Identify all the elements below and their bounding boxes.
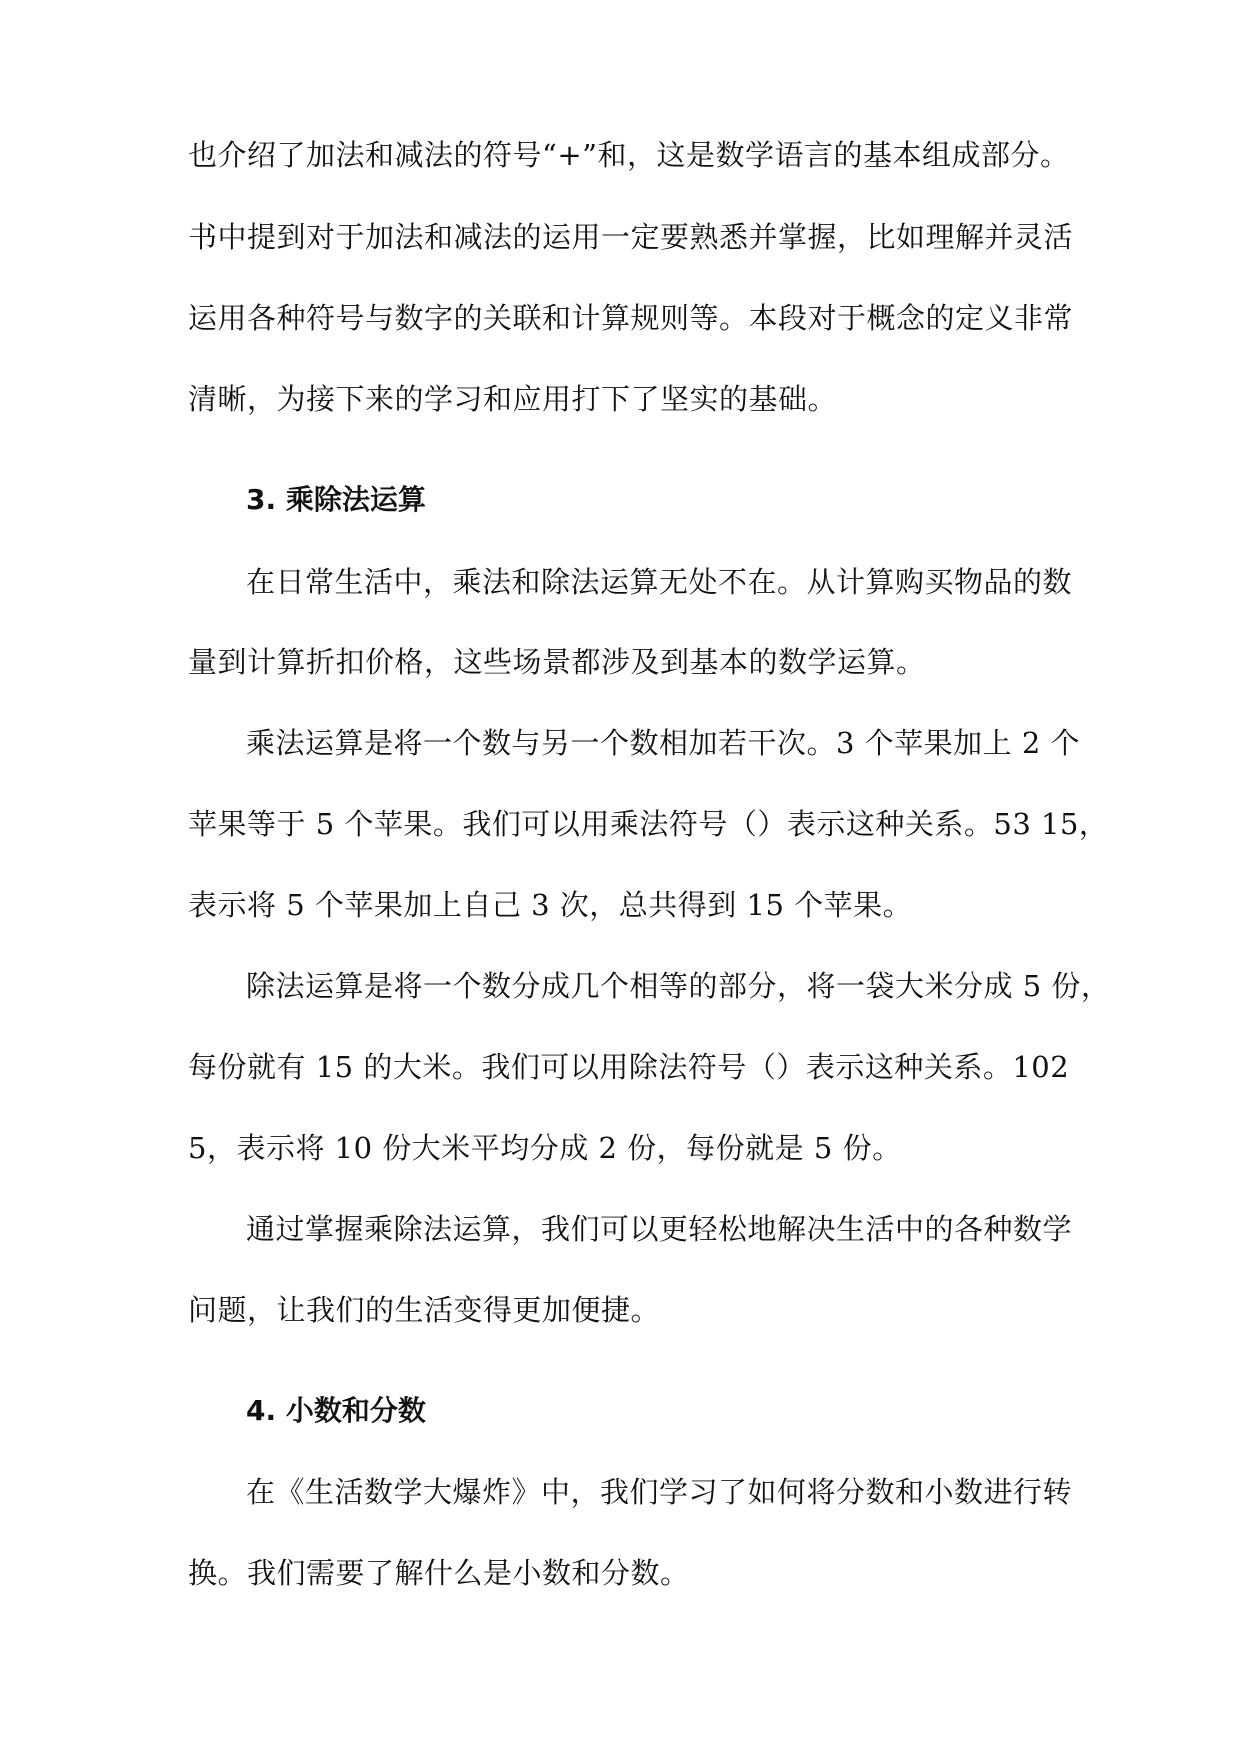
paragraph-line: 在《生活数学大爆炸》中，我们学习了如何将分数和小数进行转 — [246, 1475, 1073, 1509]
paragraph-line: 乘法运算是将一个数与另一个数相加若干次。3 个苹果加上 2 个 — [246, 726, 1081, 760]
paragraph-line: 换。我们需要了解什么是小数和分数。 — [188, 1556, 690, 1590]
section-heading: 3. 乘除法运算 — [246, 483, 426, 516]
paragraph-line: 通过掌握乘除法运算，我们可以更轻松地解决生活中的各种数学 — [246, 1212, 1073, 1246]
paragraph-line: 在日常生活中，乘法和除法运算无处不在。从计算购买物品的数 — [246, 565, 1073, 599]
paragraph-line: 运用各种符号与数字的关联和计算规则等。本段对于概念的定义非常 — [188, 301, 1074, 335]
paragraph-line: 量到计算折扣价格，这些场景都涉及到基本的数学运算。 — [188, 645, 926, 679]
paragraph-line: 清晰，为接下来的学习和应用打下了坚实的基础。 — [188, 382, 838, 416]
paragraph-line: 书中提到对于加法和减法的运用一定要熟悉并掌握，比如理解并灵活 — [188, 220, 1074, 254]
paragraph-line: 苹果等于 5 个苹果。我们可以用乘法符号（）表示这种关系。53 15， — [188, 807, 1109, 841]
paragraph-line: 每份就有 15 的大米。我们可以用除法符号（）表示这种关系。102 — [188, 1050, 1070, 1084]
paragraph-line: 除法运算是将一个数分成几个相等的部分，将一袋大米分成 5 份， — [246, 969, 1111, 1003]
paragraph-line: 5，表示将 10 份大米平均分成 2 份，每份就是 5 份。 — [188, 1131, 902, 1165]
paragraph-line: 问题，让我们的生活变得更加便捷。 — [188, 1293, 661, 1327]
paragraph-line: 也介绍了加法和减法的符号“+”和，这是数学语言的基本组成部分。 — [188, 138, 1070, 172]
paragraph-line: 表示将 5 个苹果加上自己 3 次，总共得到 15 个苹果。 — [188, 888, 913, 922]
section-heading: 4. 小数和分数 — [246, 1394, 426, 1427]
